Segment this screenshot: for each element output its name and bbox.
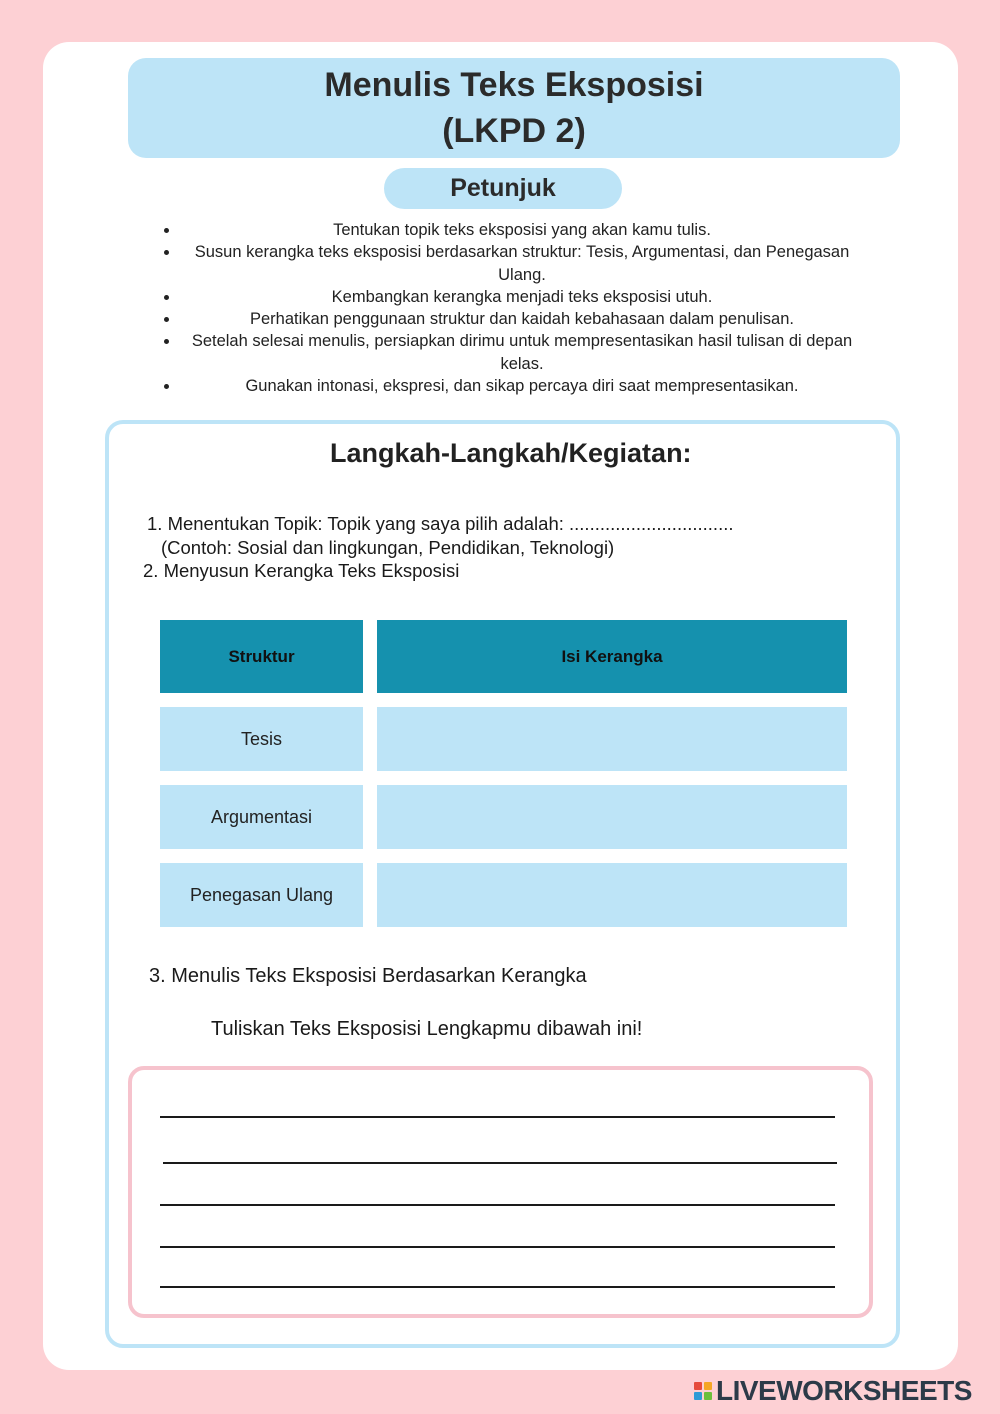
step-1-topic: 1. Menentukan Topik: Topik yang saya pilih adalah: ................................ [147, 513, 734, 534]
bullet-icon [164, 317, 169, 322]
instruction-item [155, 219, 875, 241]
writing-line [163, 1162, 837, 1164]
instruction-item [155, 241, 875, 286]
liveworksheets-logo [694, 1375, 972, 1407]
bullet-icon [164, 295, 169, 300]
instruction-text: Setelah selesai menulis, persiapkan dirimu untuk mempresentasikan hasil tulisan di depan kelas. [191, 332, 853, 373]
writing-line [160, 1204, 835, 1206]
page-title: Menulis Teks Eksposisi [324, 66, 704, 104]
instructions-list [155, 219, 875, 397]
table-cell-isi-input[interactable] [377, 863, 847, 927]
bullet-icon [164, 228, 169, 233]
table-header-isi-kerangka: Isi Kerangka [377, 620, 847, 693]
instruction-text: Gunakan intonasi, ekspresi, dan sikap percaya diri saat mempresentasikan. [245, 377, 799, 396]
writing-line [160, 1246, 835, 1248]
instruction-item [155, 375, 875, 397]
liveworksheets-icon [694, 1382, 712, 1400]
step-1-example: (Contoh: Sosial dan lingkungan, Pendidikan, Teknologi) [161, 537, 615, 558]
instruction-text: Tentukan topik teks eksposisi yang akan kamu tulis. [333, 221, 711, 239]
instruction-text: Perhatikan penggunaan struktur dan kaidah kebahasaan dalam penulisan. [250, 310, 794, 329]
page-subtitle: (LKPD 2) [442, 112, 586, 150]
instruction-item [155, 286, 875, 308]
writing-area[interactable] [128, 1066, 873, 1318]
instruction-item [155, 308, 875, 330]
brand-name: LIVEWORKSHEETS [716, 1375, 972, 1406]
table-cell-struktur: Tesis [160, 707, 363, 771]
title-banner [128, 58, 900, 158]
bullet-icon [164, 250, 169, 255]
writing-prompt: Tuliskan Teks Eksposisi Lengkapmu dibawah ini! [211, 1018, 643, 1040]
table-cell-struktur: Argumentasi [160, 785, 363, 849]
bullet-icon [164, 339, 169, 344]
bullet-icon [164, 384, 169, 389]
table-header-struktur: Struktur [160, 620, 363, 693]
steps-heading: Langkah-Langkah/Kegiatan: [330, 438, 692, 468]
instruction-text: Susun kerangka teks eksposisi berdasarkan struktur: Tesis, Argumentasi, dan Penegasan Ulang. [194, 243, 850, 284]
table-cell-isi-input[interactable] [377, 785, 847, 849]
instruction-item [155, 330, 875, 375]
instructions-heading: Petunjuk [384, 168, 622, 209]
step-3-writing: 3. Menulis Teks Eksposisi Berdasarkan Kerangka [149, 965, 587, 987]
writing-line [160, 1116, 835, 1118]
writing-line [160, 1286, 835, 1288]
instruction-text: Kembangkan kerangka menjadi teks eksposisi utuh. [331, 287, 713, 306]
table-cell-isi-input[interactable] [377, 707, 847, 771]
step-2-outline: 2. Menyusun Kerangka Teks Eksposisi [143, 560, 460, 581]
table-cell-struktur: Penegasan Ulang [160, 863, 363, 927]
